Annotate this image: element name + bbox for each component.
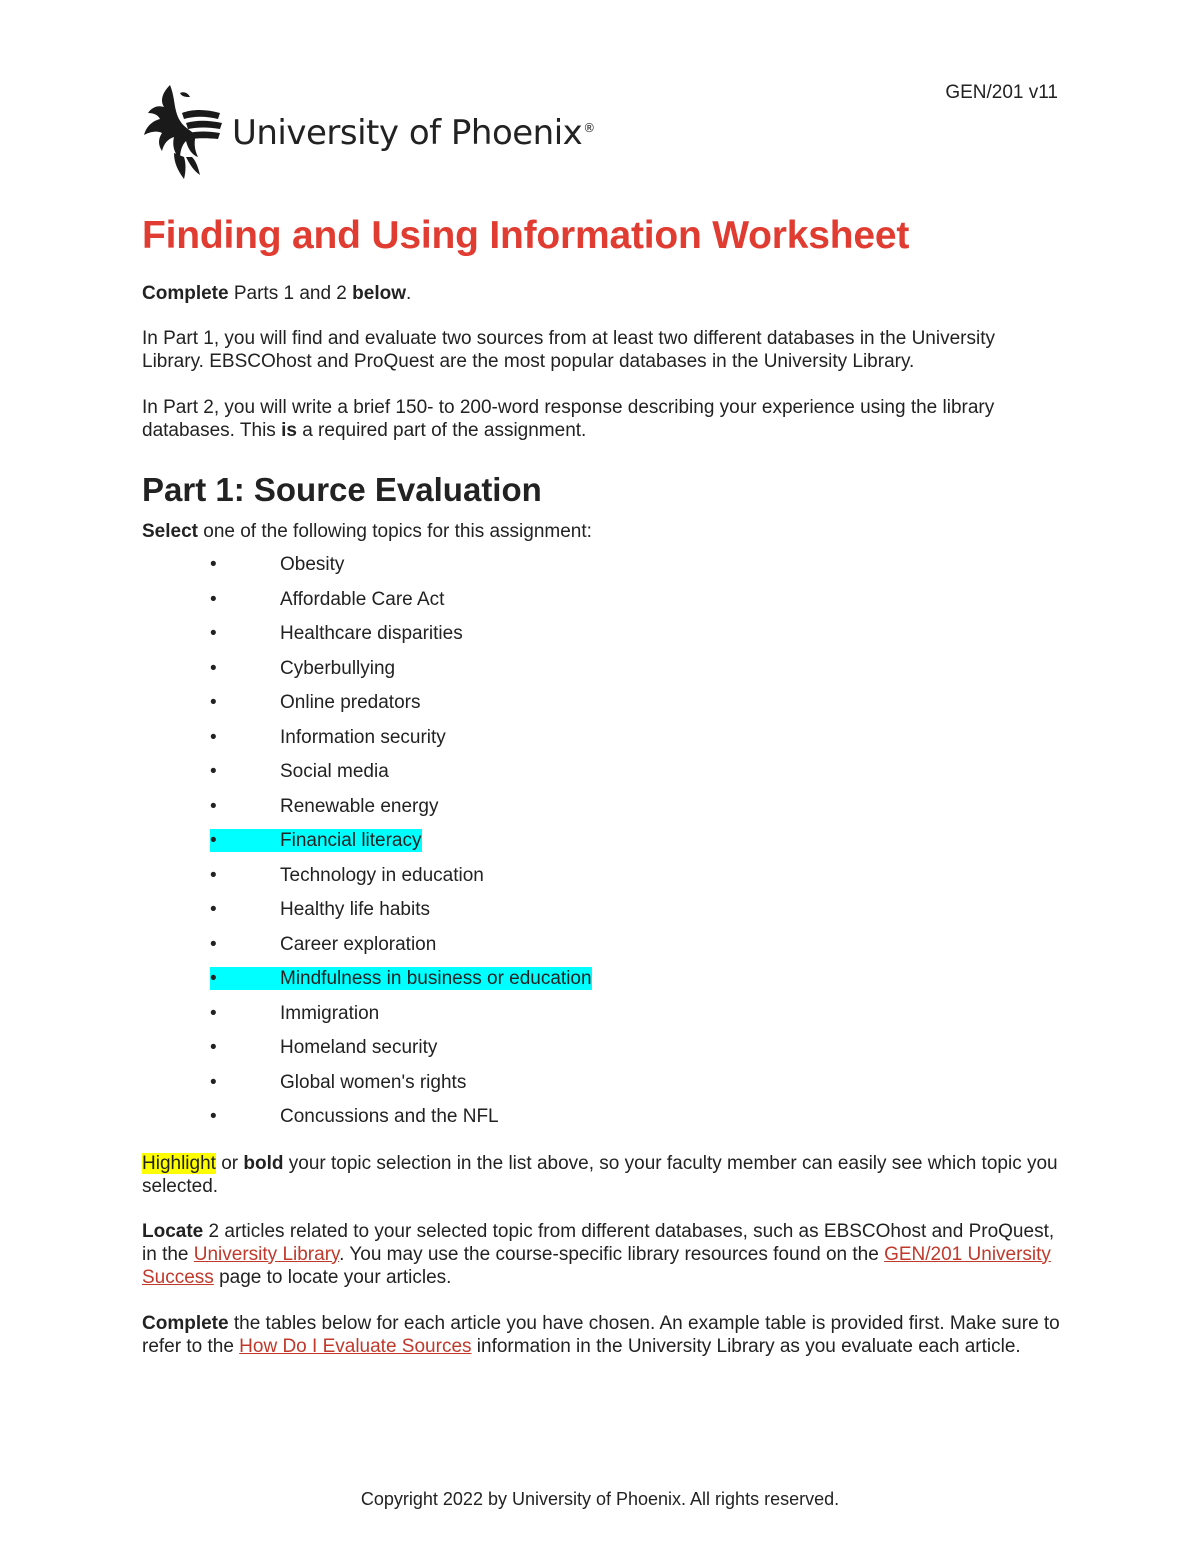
topic-item[interactable] [142, 864, 1062, 899]
topic-item[interactable] [142, 898, 1062, 933]
topic-label: Global women's rights [280, 1071, 467, 1093]
locate-text-a: 2 articles related to your selected topic from different databases, such as EBSCOhost and ProQuest, in the [142, 1220, 1055, 1265]
topic-item[interactable] [142, 657, 1062, 692]
bullet-icon: • [210, 933, 217, 955]
bullet-icon: • [210, 623, 217, 644]
tables-text-a: the tables below for each article you have chosen. An example table is provided first. Make sure to refer to the [142, 1312, 1060, 1357]
topic-label: Cyberbullying [280, 657, 396, 679]
topic-label: Online predators [280, 692, 421, 713]
intro-complete-line [142, 282, 1062, 305]
copyright-footer: Copyright 2022 by University of Phoenix. All rights reserved. [360, 1489, 840, 1509]
topic-item-highlighted[interactable] [142, 967, 1062, 1002]
or-word: or [215, 1152, 244, 1174]
highlight-rest: your topic selection in the list above, so your faculty member can easily see which topic you selected. [142, 1152, 1058, 1197]
topic-item[interactable] [142, 760, 1062, 795]
topic-item[interactable] [142, 795, 1062, 830]
topic-item[interactable] [142, 622, 1062, 657]
part2-is-keyword: is [281, 420, 297, 441]
select-keyword: Select [142, 521, 198, 542]
topic-label: Healthy life habits [280, 899, 430, 920]
university-success-link[interactable]: GEN/201 University Success [142, 1243, 1051, 1288]
complete-rest: Parts 1 and 2 [228, 283, 353, 304]
topic-label: Social media [280, 761, 389, 782]
complete-period: . [406, 283, 412, 304]
topic-item-highlighted[interactable] [142, 829, 1062, 864]
topic-label: Affordable Care Act [280, 588, 445, 610]
topic-label: Career exploration [280, 933, 437, 955]
topic-label: Technology in education [280, 864, 484, 886]
part2-text-a: In Part 2, you will write a brief 150- to 200-word response describing your experience using the library databases. This [142, 397, 995, 441]
topic-item[interactable] [142, 1071, 1062, 1106]
bullet-icon: • [210, 829, 280, 852]
part1-heading: Part 1: Source Evaluation [142, 471, 542, 508]
worksheet-title: Finding and Using Information Worksheet [142, 214, 910, 257]
topic-item[interactable] [142, 726, 1062, 761]
university-library-link[interactable]: University Library [193, 1243, 340, 1265]
phoenix-logo-icon [140, 83, 226, 181]
select-rest: one of the following topics for this assignment: [197, 521, 592, 542]
highlight-instruction [142, 1152, 1062, 1198]
bullet-icon: • [210, 1002, 217, 1024]
topic-item[interactable] [142, 588, 1062, 623]
intro-part2-paragraph [142, 396, 1062, 442]
evaluate-sources-link[interactable]: How Do I Evaluate Sources [239, 1335, 472, 1357]
logo-wordmark-text: University of Phoenix [232, 113, 583, 153]
university-logo [140, 82, 595, 182]
topic-label: Homeland security [280, 1037, 438, 1058]
bullet-icon: • [210, 657, 217, 679]
topic-label: Obesity [280, 554, 345, 575]
bullet-icon: • [210, 1071, 217, 1093]
bold-keyword: bold [243, 1152, 284, 1174]
topic-item[interactable] [142, 1036, 1062, 1071]
bullet-icon: • [210, 1106, 217, 1127]
complete-keyword: Complete [142, 283, 229, 304]
topic-item[interactable] [142, 553, 1062, 588]
bullet-icon: • [210, 554, 217, 575]
bullet-icon: • [210, 864, 217, 886]
tables-complete-keyword: Complete [142, 1312, 229, 1334]
bullet-icon: • [210, 1037, 217, 1058]
bullet-icon: • [210, 588, 217, 610]
topic-label: Financial literacy [280, 830, 422, 851]
locate-text-c: page to locate your articles. [213, 1266, 452, 1288]
topic-label: Renewable energy [280, 795, 439, 817]
topic-label: Healthcare disparities [280, 623, 463, 644]
topic-item[interactable] [142, 1105, 1062, 1140]
locate-text-b: . You may use the course-specific library resources found on the [339, 1243, 885, 1265]
locate-instruction [142, 1220, 1062, 1289]
highlight-keyword: Highlight [142, 1152, 216, 1174]
bullet-icon: • [210, 795, 217, 817]
topic-label: Concussions and the NFL [280, 1106, 499, 1127]
topic-label: Mindfulness in business or education [280, 968, 592, 989]
logo-wordmark [232, 113, 595, 153]
document-body [142, 212, 1062, 1358]
bullet-icon: • [210, 692, 217, 713]
topic-item[interactable] [142, 691, 1062, 726]
topic-item[interactable] [142, 933, 1062, 968]
bullet-icon: • [210, 761, 217, 782]
topic-label: Information security [280, 726, 446, 748]
select-instruction [142, 520, 1062, 543]
topic-item[interactable] [142, 1002, 1062, 1037]
tables-text-b: information in the University Library as you evaluate each article. [471, 1335, 1021, 1357]
part2-text-b: a required part of the assignment. [296, 420, 587, 441]
document-version: GEN/201 v11 [945, 82, 1058, 103]
registered-mark: ® [583, 120, 595, 135]
bullet-icon: • [210, 967, 280, 990]
intro-part1-paragraph: In Part 1, you will find and evaluate two sources from at least two different databases in the University Library. EBSCOhost and ProQuest are the most popular databases in the University Library. [142, 328, 995, 372]
bullet-icon: • [210, 899, 217, 920]
below-keyword: below [352, 283, 406, 304]
locate-keyword: Locate [142, 1220, 204, 1242]
tables-instruction [142, 1312, 1062, 1358]
bullet-icon: • [210, 726, 217, 748]
topic-label: Immigration [280, 1002, 380, 1024]
topic-list [142, 553, 1062, 1140]
